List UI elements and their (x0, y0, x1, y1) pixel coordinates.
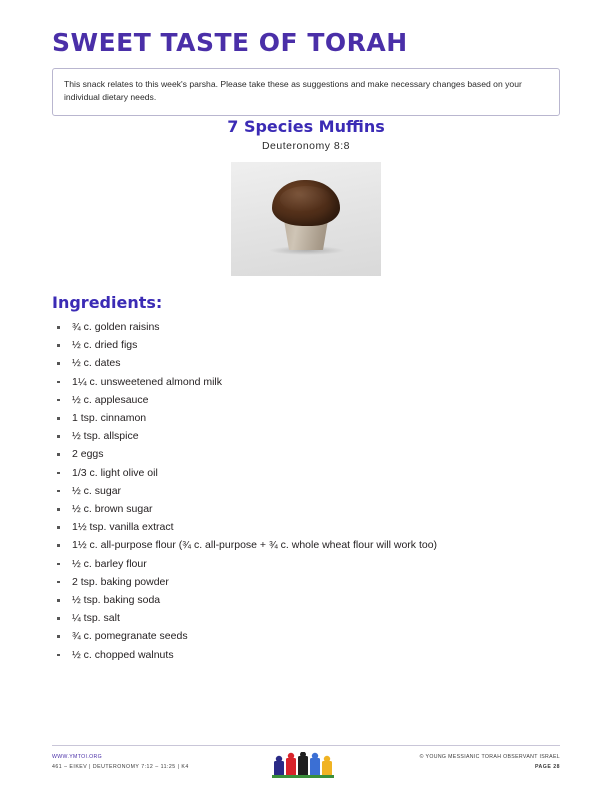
note-box: This snack relates to this week's parsha. Please take these as suggestions and make necessary changes based on your individual dietary needs. (52, 68, 560, 116)
footer-page-number: PAGE 28 (534, 763, 560, 770)
footer-divider (52, 745, 560, 746)
list-item: ¾ c. pomegranate seeds (52, 627, 572, 645)
ingredients-heading: Ingredients: (52, 293, 163, 312)
list-item: ½ tsp. baking soda (52, 591, 572, 609)
list-item: ½ tsp. allspice (52, 427, 572, 445)
list-item: 1½ tsp. vanilla extract (52, 518, 572, 536)
ingredients-list (52, 318, 572, 664)
page-title: SWEET TASTE OF TORAH (52, 28, 408, 57)
list-item: 1/3 c. light olive oil (52, 464, 572, 482)
list-item: 1½ c. all-purpose flour (¾ c. all-purpose + ¾ c. whole wheat flour will work too) (52, 536, 572, 554)
list-item: ½ c. barley flour (52, 555, 572, 573)
footer-website[interactable]: WWW.YMTOI.ORG (52, 754, 102, 760)
recipe-verse-reference: Deuteronomy 8:8 (261, 140, 351, 152)
list-item: 1¼ c. unsweetened almond milk (52, 373, 572, 391)
list-item: 1 tsp. cinnamon (52, 409, 572, 427)
muffin-top (272, 180, 340, 226)
list-item: ½ c. applesauce (52, 391, 572, 409)
footer-reference: 461 – EIKEV | DEUTERONOMY 7:12 – 11:25 | K4 (52, 763, 189, 770)
list-item: ½ c. dried figs (52, 336, 572, 354)
list-item: ¾ c. golden raisins (52, 318, 572, 336)
list-item: ½ c. dates (52, 354, 572, 372)
list-item: ½ c. brown sugar (52, 500, 572, 518)
list-item: 2 eggs (52, 445, 572, 463)
footer-right (420, 753, 560, 773)
list-item: 2 tsp. baking powder (52, 573, 572, 591)
list-item: ¼ tsp. salt (52, 609, 572, 627)
footer-copyright: © YOUNG MESSIANIC TORAH OBSERVANT ISRAEL (419, 754, 560, 760)
organization-logo-icon (268, 752, 344, 780)
footer-left (52, 753, 189, 773)
recipe-photo (231, 162, 381, 276)
recipe-title: 7 Species Muffins (227, 117, 385, 136)
list-item: ½ c. chopped walnuts (52, 646, 572, 664)
list-item: ½ c. sugar (52, 482, 572, 500)
